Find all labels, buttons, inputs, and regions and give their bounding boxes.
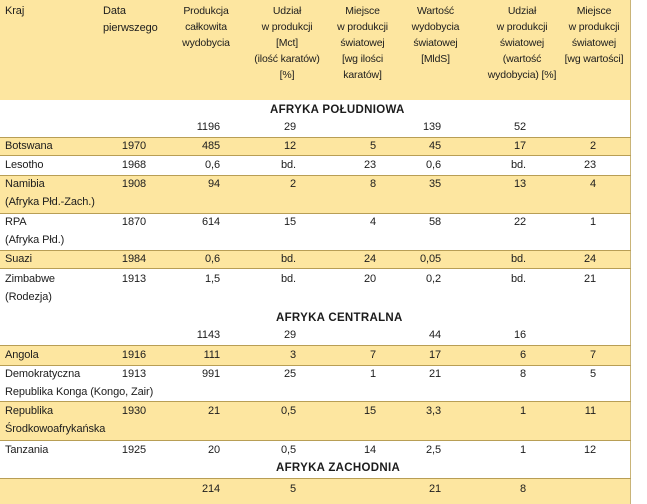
section-sum-produkcja: 214 xyxy=(201,483,220,495)
header-udzial-wartosc: światowej xyxy=(499,37,545,49)
cell-kraj-note: Środkowoafrykańska xyxy=(5,423,106,435)
header-udzial-ilosc: (ilość karatów) xyxy=(254,53,320,65)
header-udzial-ilosc: w produkcji xyxy=(261,21,313,33)
header-miejsce-wartosc: Miejsce xyxy=(576,5,612,17)
cell-kraj-note: (Afryka Płd.-Zach.) xyxy=(5,196,95,208)
section-title: AFRYKA CENTRALNA xyxy=(276,312,403,324)
cell-miejsce: 8 xyxy=(369,178,376,190)
cell-udzial-wartosc: bd. xyxy=(511,253,526,265)
section-sum-udzial: 29 xyxy=(283,329,296,341)
section-sum-produkcja: 1196 xyxy=(196,121,220,133)
header-wartosc: światowej xyxy=(413,37,458,49)
row-rule xyxy=(0,478,631,479)
cell-produkcja: 0,6 xyxy=(205,253,220,265)
row-band xyxy=(0,250,631,268)
header-miejsce-ilosc: karatów] xyxy=(343,69,382,81)
section-sum-udzial-wartosc: 52 xyxy=(513,121,526,133)
header-miejsce-wartosc: światowej xyxy=(571,37,617,49)
section-sum-produkcja: 1143 xyxy=(196,329,220,341)
section-title: AFRYKA ZACHODNIA xyxy=(276,462,401,474)
cell-kraj: Angola xyxy=(5,349,39,361)
cell-miejsce-wartosc: 5 xyxy=(589,368,596,380)
cell-udzial: 0,5 xyxy=(281,405,296,417)
cell-produkcja: 991 xyxy=(201,368,220,380)
cell-udzial-wartosc: 6 xyxy=(519,349,526,361)
cell-udzial: 0,5 xyxy=(281,444,296,456)
header-wartosc: [MldS] xyxy=(421,53,450,65)
cell-data: 1970 xyxy=(121,140,146,152)
row-rule xyxy=(0,137,631,138)
cell-udzial: 15 xyxy=(283,216,296,228)
cell-produkcja: 485 xyxy=(201,140,220,152)
section-sum-udzial: 29 xyxy=(283,121,296,133)
cell-miejsce: 4 xyxy=(369,216,376,228)
cell-kraj-note: (Rodezja) xyxy=(5,291,52,303)
header-udzial-wartosc: w produkcji xyxy=(496,21,548,33)
cell-miejsce: 20 xyxy=(363,273,376,285)
cell-udzial: 3 xyxy=(289,349,296,361)
cell-udzial: bd. xyxy=(281,159,296,171)
cell-udzial-wartosc: 22 xyxy=(513,216,526,228)
cell-miejsce: 14 xyxy=(363,444,376,456)
cell-udzial-wartosc: 8 xyxy=(519,368,526,380)
cell-udzial: bd. xyxy=(281,253,296,265)
cell-produkcja: 94 xyxy=(207,178,220,190)
cell-miejsce-wartosc: 23 xyxy=(583,159,596,171)
header-udzial-wartosc: wydobycia) [%] xyxy=(487,69,557,81)
cell-kraj: Suazi xyxy=(5,253,33,265)
header-miejsce-ilosc: Miejsce xyxy=(345,5,380,17)
cell-udzial: 2 xyxy=(289,178,296,190)
header-produkcja: całkowita xyxy=(185,21,227,33)
cell-miejsce-wartosc: 2 xyxy=(589,140,596,152)
cell-data: 1984 xyxy=(121,253,146,265)
header-udzial-ilosc: [%] xyxy=(279,69,295,81)
cell-data: 1916 xyxy=(121,349,146,361)
cell-produkcja: 20 xyxy=(207,444,220,456)
section-title: AFRYKA POŁUDNIOWA xyxy=(270,104,405,116)
cell-kraj: Republika xyxy=(5,405,54,417)
header-udzial-wartosc: (wartość xyxy=(502,53,542,65)
cell-miejsce-wartosc: 11 xyxy=(584,405,596,417)
cell-miejsce-wartosc: 21 xyxy=(583,273,596,285)
section-sum-wartosc: 21 xyxy=(428,483,441,495)
row-rule xyxy=(0,250,631,251)
cell-miejsce: 5 xyxy=(369,140,376,152)
row-rule xyxy=(0,345,631,346)
section-sum-wartosc: 139 xyxy=(422,121,441,133)
cell-miejsce-wartosc: 1 xyxy=(589,216,596,228)
cell-miejsce: 7 xyxy=(369,349,376,361)
header-produkcja: Produkcja xyxy=(183,5,229,17)
cell-udzial: bd. xyxy=(281,273,296,285)
cell-miejsce-wartosc: 4 xyxy=(589,178,596,190)
row-band xyxy=(0,137,631,155)
cell-data: 1930 xyxy=(121,405,146,417)
cell-produkcja: 0,6 xyxy=(205,159,220,171)
cell-produkcja: 1,5 xyxy=(205,273,220,285)
cell-kraj: Demokratyczna xyxy=(5,368,81,380)
section-sum-udzial-wartosc: 8 xyxy=(519,483,526,495)
cell-produkcja: 614 xyxy=(201,216,220,228)
cell-udzial-wartosc: 13 xyxy=(513,178,526,190)
row-rule xyxy=(0,155,631,156)
cell-data: 1913 xyxy=(121,368,146,380)
cell-data: 1968 xyxy=(121,159,146,171)
row-rule xyxy=(0,440,631,441)
cell-kraj: Botswana xyxy=(5,140,53,152)
header-udzial-wartosc: Udział xyxy=(507,5,537,17)
cell-data: 1908 xyxy=(121,178,146,190)
cell-wartosc: 35 xyxy=(428,178,441,190)
row-band xyxy=(0,345,631,365)
cell-udzial-wartosc: bd. xyxy=(511,159,526,171)
header-miejsce-wartosc: w produkcji xyxy=(568,21,620,33)
cell-miejsce-wartosc: 24 xyxy=(583,253,596,265)
header-data: pierwszego xyxy=(103,22,158,34)
cell-udzial-wartosc: 17 xyxy=(513,140,526,152)
cell-wartosc: 21 xyxy=(428,368,441,380)
cell-udzial-wartosc: bd. xyxy=(511,273,526,285)
cell-data: 1870 xyxy=(121,216,146,228)
header-udzial-ilosc: Udział xyxy=(272,5,302,17)
cell-kraj: RPA xyxy=(5,216,27,228)
cell-udzial-wartosc: 1 xyxy=(519,444,526,456)
cell-udzial-wartosc: 1 xyxy=(519,405,526,417)
header-miejsce-ilosc: światowej xyxy=(340,37,385,49)
cell-kraj: Tanzania xyxy=(5,444,49,456)
cell-udzial: 12 xyxy=(283,140,296,152)
cell-kraj: Namibia xyxy=(5,178,45,190)
cell-wartosc: 58 xyxy=(428,216,441,228)
header-wartosc: Wartość xyxy=(416,5,455,17)
section-sum-wartosc: 44 xyxy=(428,329,441,341)
header-kraj: Kraj xyxy=(5,5,25,17)
cell-wartosc: 0,6 xyxy=(426,159,441,171)
cell-wartosc: 0,05 xyxy=(419,253,441,265)
cell-miejsce: 15 xyxy=(363,405,376,417)
row-rule xyxy=(0,213,631,214)
cell-miejsce-wartosc: 7 xyxy=(589,349,596,361)
cell-produkcja: 21 xyxy=(207,405,220,417)
row-band xyxy=(0,478,631,504)
section-sum-udzial: 5 xyxy=(289,483,296,495)
header-udzial-ilosc: [Mct] xyxy=(276,37,298,49)
right-divider xyxy=(630,0,631,504)
row-rule xyxy=(0,401,631,402)
cell-miejsce-wartosc: 12 xyxy=(583,444,596,456)
row-rule xyxy=(0,175,631,176)
section-sum-udzial-wartosc: 16 xyxy=(513,329,526,341)
row-rule xyxy=(0,268,631,269)
header-miejsce-ilosc: w produkcji xyxy=(337,21,388,33)
row-rule xyxy=(0,365,631,366)
cell-wartosc: 3,3 xyxy=(426,405,441,417)
header-data: Data xyxy=(103,5,126,17)
cell-kraj-note: Republika Konga (Kongo, Zair) xyxy=(5,386,154,398)
header-miejsce-ilosc: [wg ilości xyxy=(341,53,384,65)
cell-data: 1913 xyxy=(121,273,146,285)
header-produkcja: wydobycia xyxy=(182,37,230,49)
cell-miejsce: 24 xyxy=(363,253,376,265)
cell-kraj: Zimbabwe xyxy=(5,273,55,285)
cell-wartosc: 45 xyxy=(428,140,441,152)
cell-data: 1925 xyxy=(121,444,146,456)
cell-kraj-note: (Afryka Płd.) xyxy=(5,234,65,246)
header-miejsce-wartosc: [wg wartości] xyxy=(564,53,624,65)
cell-miejsce: 1 xyxy=(369,368,376,380)
cell-miejsce: 23 xyxy=(363,159,376,171)
cell-produkcja: 111 xyxy=(203,349,220,361)
cell-wartosc: 0,2 xyxy=(426,273,441,285)
cell-udzial: 25 xyxy=(283,368,296,380)
cell-wartosc: 2,5 xyxy=(426,444,441,456)
cell-kraj: Lesotho xyxy=(5,159,44,171)
header-wartosc: wydobycia xyxy=(411,21,460,33)
cell-wartosc: 17 xyxy=(428,349,441,361)
